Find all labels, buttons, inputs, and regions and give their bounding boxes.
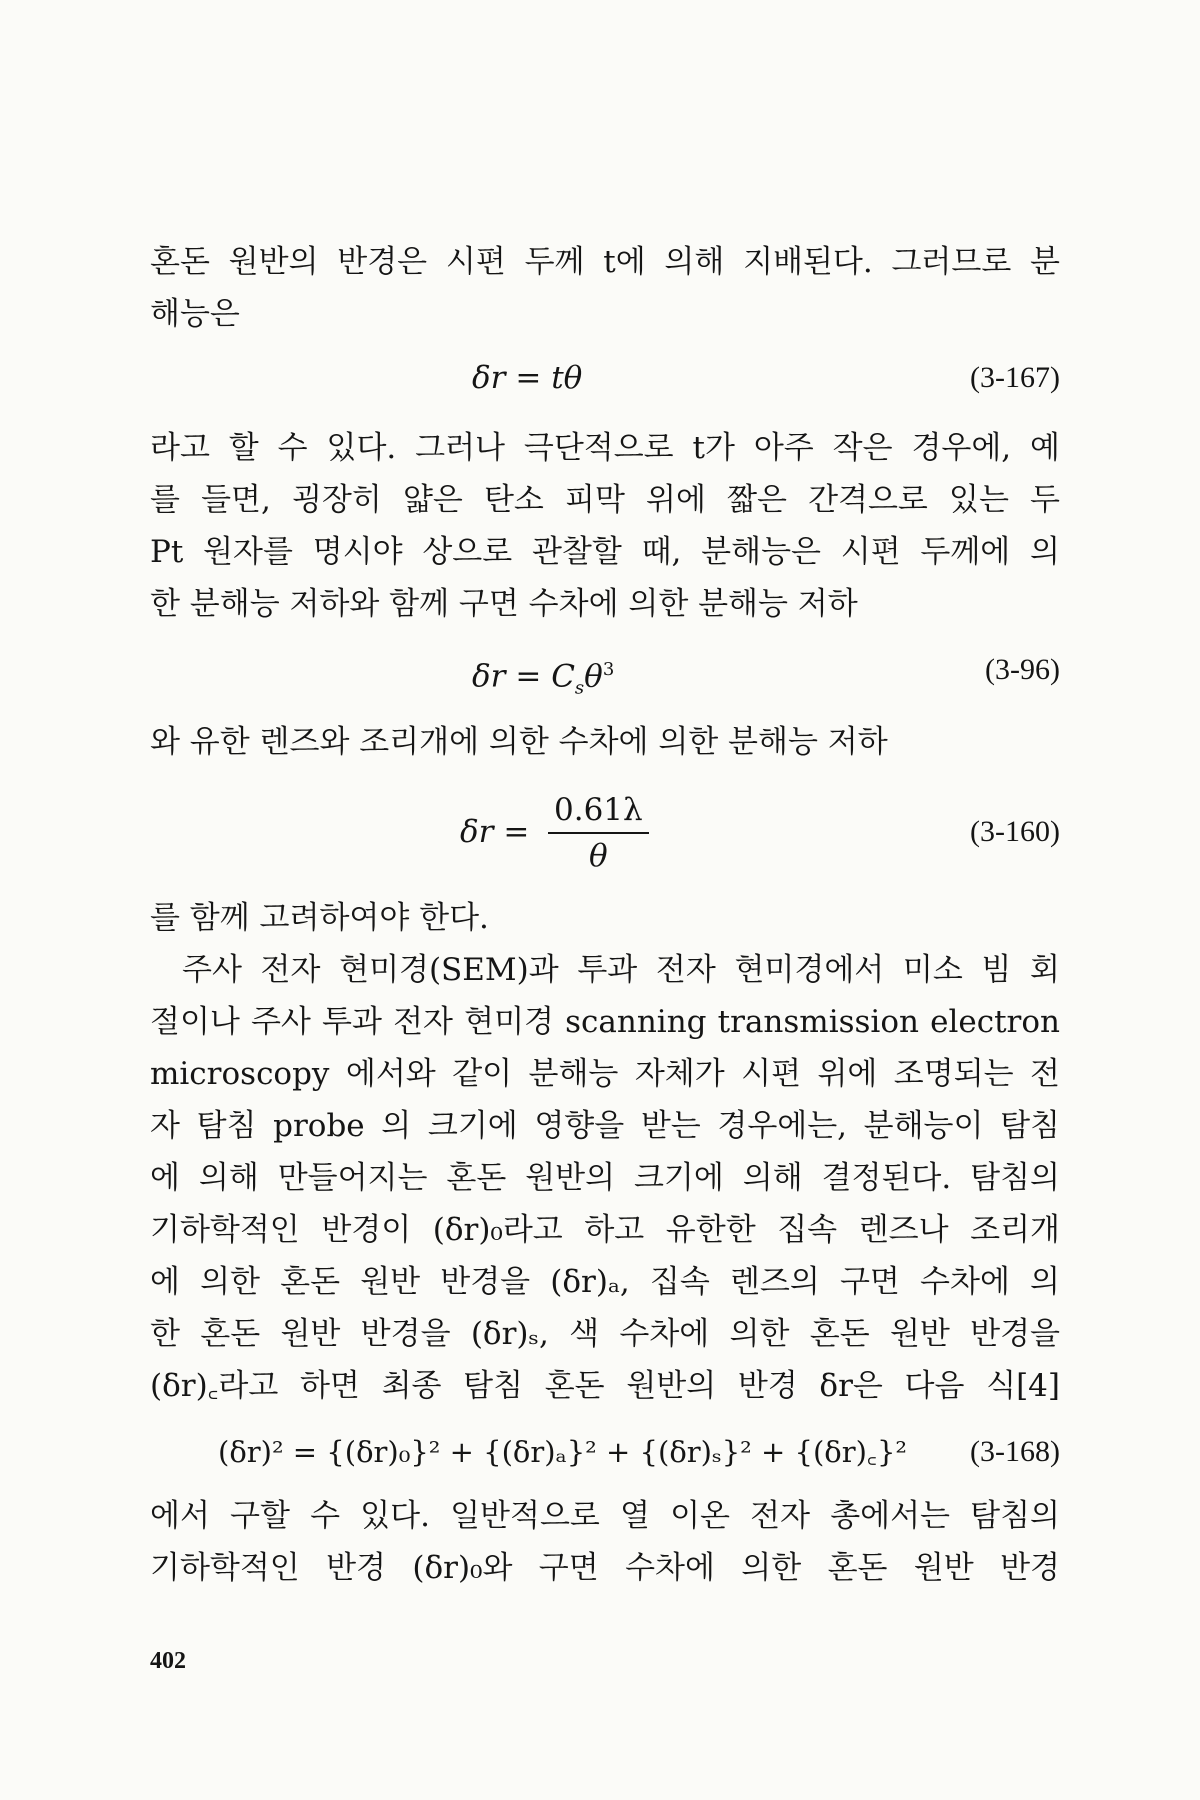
text-line: 한 분해능 저하와 함께 구면 수차에 의한 분해능 저하 (150, 586, 858, 622)
text-line: 주사 전자 현미경(SEM)과 투과 전자 현미경에서 미소 빔 회 (182, 952, 1060, 988)
eq-denominator: θ (589, 838, 608, 874)
text-line: (δr)꜀라고 하면 최종 탐침 혼돈 원반의 반경 δr은 다음 식[4] (150, 1368, 1060, 1404)
text-line: 라고 할 수 있다. 그러나 극단적으로 t가 아주 작은 경우에, 예 (150, 430, 1060, 466)
equation-3-160-fraction (548, 790, 649, 876)
equation-3-160-lhs (460, 812, 529, 852)
text-line: 에서 구할 수 있다. 일반적으로 열 이온 전자 총에서는 탐침의 (150, 1498, 1060, 1534)
text-line: 혼돈 원반의 반경은 시편 두께 t에 의해 지배된다. 그러므로 분 (150, 244, 1060, 280)
text-line: microscopy 에서와 같이 분해능 자체가 시편 위에 조명되는 전 (150, 1056, 1060, 1092)
eq-exponent: 3 (602, 659, 615, 680)
text-line: 기하학적인 반경이 (δr)₀라고 하고 유한한 집속 렌즈나 조리개 (150, 1212, 1060, 1248)
eq-rhs: tθ (551, 360, 583, 396)
equation-number: (3-160) (970, 815, 1060, 848)
eq-theta: θ (584, 658, 603, 695)
equation-number: (3-167) (970, 361, 1060, 394)
equation-number: (3-168) (970, 1435, 1060, 1468)
text-line: 에 의해 만들어지는 혼돈 원반의 크기에 의해 결정된다. 탐침의 (150, 1160, 1060, 1196)
eq-operator: = (503, 814, 530, 850)
page-number: 402 (150, 1648, 186, 1674)
text-line: Pt 원자를 명시야 상으로 관찰할 때, 분해능은 시편 두께에 의 (150, 534, 1060, 570)
equation-3-96 (472, 650, 614, 709)
eq-lhs: δr (472, 658, 506, 695)
eq-numerator: 0.61λ (548, 790, 649, 834)
text-line: 를 함께 고려하여야 한다. (150, 900, 489, 936)
text-line: 절이나 주사 투과 전자 현미경 scanning transmission electron (150, 1004, 1060, 1040)
text-line: 에 의한 혼돈 원반 반경을 (δr)ₐ, 집속 렌즈의 구면 수차에 의 (150, 1264, 1060, 1300)
text-line: 해능은 (150, 296, 240, 332)
eq-lhs: δr (472, 360, 506, 396)
text-line: 기하학적인 반경 (δr)₀와 구면 수차에 의한 혼돈 원반 반경 (150, 1550, 1060, 1586)
text-line: 자 탐침 probe 의 크기에 영향을 받는 경우에는, 분해능이 탐침 (150, 1108, 1060, 1144)
eq-coefficient: C (551, 658, 575, 695)
text-line: 와 유한 렌즈와 조리개에 의한 수차에 의한 분해능 저하 (150, 724, 888, 760)
equation-number: (3-96) (985, 653, 1060, 686)
text-line: 한 혼돈 원반 반경을 (δr)ₛ, 색 수차에 의한 혼돈 원반 반경을 (150, 1316, 1060, 1352)
text-line: 를 들면, 굉장히 얇은 탄소 피막 위에 짧은 간격으로 있는 두 (150, 482, 1060, 518)
eq-operator: = (515, 360, 542, 396)
eq-operator: = (515, 658, 542, 695)
equation-3-168: (δr)² = {(δr)₀}² + {(δr)ₐ}² + {(δr)ₛ}² + {(δr)꜀}² (218, 1435, 908, 1469)
eq-subscript: s (574, 677, 585, 699)
equation-3-167 (472, 358, 582, 398)
eq-lhs: δr (460, 814, 494, 850)
